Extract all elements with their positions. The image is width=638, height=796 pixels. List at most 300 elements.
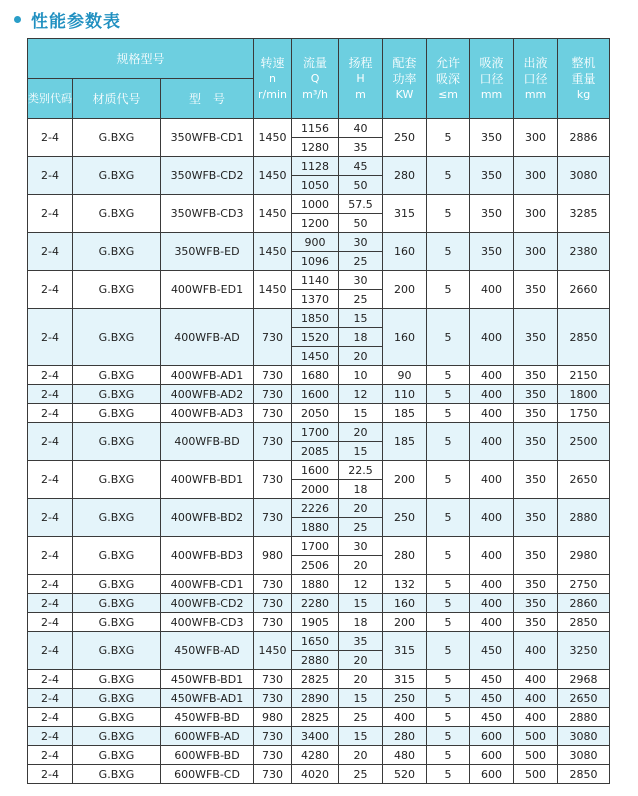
table-body — [28, 119, 610, 784]
table-row — [28, 594, 610, 613]
model-cell: 600WFB-CD — [161, 765, 254, 784]
suction-header: 吸液 口径 mm — [470, 39, 514, 119]
suction-cell: 600 — [470, 765, 514, 784]
weight-cell: 2850 — [558, 613, 610, 632]
weight-cell: 2650 — [558, 689, 610, 708]
flow-header: 流量 Q m³/h — [292, 39, 339, 119]
speed-cell: 730 — [254, 461, 292, 499]
flow-cell: 4280 — [292, 746, 339, 765]
flow-cell: 1880 — [292, 518, 339, 537]
bullet-dot-icon — [14, 16, 21, 23]
weight-cell: 3080 — [558, 157, 610, 195]
power-cell: 185 — [383, 423, 427, 461]
flow-cell: 2825 — [292, 670, 339, 689]
weight-cell: 2850 — [558, 765, 610, 784]
table-row — [28, 119, 610, 138]
suction-cell: 400 — [470, 309, 514, 366]
weight-cell: 1800 — [558, 385, 610, 404]
head-cell: 18 — [339, 328, 383, 347]
suction-cell: 400 — [470, 499, 514, 537]
model-cell: 400WFB-AD1 — [161, 366, 254, 385]
flow-cell: 2000 — [292, 480, 339, 499]
weight-cell: 3285 — [558, 195, 610, 233]
power-cell: 185 — [383, 404, 427, 423]
model-cell: 350WFB-CD2 — [161, 157, 254, 195]
material-code-cell: G.BXG — [73, 594, 161, 613]
table-row — [28, 271, 610, 290]
flow-cell: 1700 — [292, 423, 339, 442]
head-cell: 12 — [339, 575, 383, 594]
weight-cell: 2886 — [558, 119, 610, 157]
flow-cell: 1370 — [292, 290, 339, 309]
discharge-cell: 500 — [514, 746, 558, 765]
model-cell: 600WFB-AD — [161, 727, 254, 746]
material-code-cell: G.BXG — [73, 423, 161, 461]
flow-cell: 1450 — [292, 347, 339, 366]
speed-cell: 730 — [254, 575, 292, 594]
suction-cell: 350 — [470, 195, 514, 233]
head-cell: 35 — [339, 138, 383, 157]
category-code-cell: 2-4 — [28, 708, 73, 727]
category-code-cell: 2-4 — [28, 366, 73, 385]
submergence-cell: 5 — [427, 708, 470, 727]
head-cell: 22.5 — [339, 461, 383, 480]
material-code-cell: G.BXG — [73, 461, 161, 499]
table-row — [28, 385, 610, 404]
power-cell: 520 — [383, 765, 427, 784]
table-row — [28, 309, 610, 328]
submergence-cell: 5 — [427, 689, 470, 708]
flow-cell: 1600 — [292, 385, 339, 404]
model-cell: 400WFB-AD2 — [161, 385, 254, 404]
head-cell: 25 — [339, 765, 383, 784]
submergence-cell: 5 — [427, 632, 470, 670]
head-cell: 15 — [339, 442, 383, 461]
head-cell: 50 — [339, 214, 383, 233]
model-cell: 400WFB-CD3 — [161, 613, 254, 632]
submergence-cell: 5 — [427, 499, 470, 537]
material-code-cell: G.BXG — [73, 670, 161, 689]
category-code-cell: 2-4 — [28, 765, 73, 784]
weight-cell: 2968 — [558, 670, 610, 689]
head-header: 扬程 H m — [339, 39, 383, 119]
suction-cell: 400 — [470, 385, 514, 404]
suction-cell: 400 — [470, 404, 514, 423]
suction-cell: 400 — [470, 461, 514, 499]
suction-cell: 400 — [470, 594, 514, 613]
material-code-cell: G.BXG — [73, 309, 161, 366]
speed-cell: 1450 — [254, 195, 292, 233]
table-row — [28, 499, 610, 518]
material-code-cell: G.BXG — [73, 746, 161, 765]
model-cell: 350WFB-CD3 — [161, 195, 254, 233]
head-cell: 12 — [339, 385, 383, 404]
table-row — [28, 537, 610, 556]
model-cell: 400WFB-CD2 — [161, 594, 254, 613]
discharge-cell: 300 — [514, 233, 558, 271]
category-code-cell: 2-4 — [28, 537, 73, 575]
speed-cell: 730 — [254, 309, 292, 366]
model-cell: 450WFB-BD1 — [161, 670, 254, 689]
table-row — [28, 575, 610, 594]
suction-cell: 450 — [470, 670, 514, 689]
flow-cell: 1000 — [292, 195, 339, 214]
head-cell: 20 — [339, 499, 383, 518]
submergence-cell: 5 — [427, 594, 470, 613]
speed-cell: 730 — [254, 689, 292, 708]
flow-cell: 2825 — [292, 708, 339, 727]
head-cell: 15 — [339, 404, 383, 423]
flow-cell: 4020 — [292, 765, 339, 784]
submergence-cell: 5 — [427, 385, 470, 404]
speed-cell: 730 — [254, 727, 292, 746]
category-code-cell: 2-4 — [28, 632, 73, 670]
submergence-cell: 5 — [427, 366, 470, 385]
power-cell: 90 — [383, 366, 427, 385]
category-code-cell: 2-4 — [28, 461, 73, 499]
category-code-cell: 2-4 — [28, 157, 73, 195]
table-row — [28, 727, 610, 746]
flow-cell: 1156 — [292, 119, 339, 138]
suction-cell: 400 — [470, 423, 514, 461]
discharge-cell: 400 — [514, 708, 558, 727]
material-code-cell: G.BXG — [73, 689, 161, 708]
table-row — [28, 689, 610, 708]
model-cell: 400WFB-BD1 — [161, 461, 254, 499]
head-cell: 57.5 — [339, 195, 383, 214]
head-cell: 20 — [339, 347, 383, 366]
power-cell: 200 — [383, 461, 427, 499]
power-cell: 250 — [383, 689, 427, 708]
material-code-cell: G.BXG — [73, 233, 161, 271]
table-row — [28, 423, 610, 442]
suction-cell: 350 — [470, 119, 514, 157]
flow-cell: 2226 — [292, 499, 339, 518]
power-cell: 200 — [383, 271, 427, 309]
category-code-cell: 2-4 — [28, 385, 73, 404]
material-code-cell: G.BXG — [73, 499, 161, 537]
weight-cell: 2980 — [558, 537, 610, 575]
suction-cell: 450 — [470, 689, 514, 708]
suction-cell: 600 — [470, 746, 514, 765]
power-cell: 315 — [383, 195, 427, 233]
category-code-cell: 2-4 — [28, 309, 73, 366]
power-cell: 315 — [383, 632, 427, 670]
discharge-cell: 400 — [514, 689, 558, 708]
discharge-cell: 350 — [514, 423, 558, 461]
discharge-cell: 350 — [514, 385, 558, 404]
flow-cell: 3400 — [292, 727, 339, 746]
submergence-header: 允许 吸深 ≤m — [427, 39, 470, 119]
power-cell: 132 — [383, 575, 427, 594]
weight-cell: 2500 — [558, 423, 610, 461]
model-cell: 400WFB-CD1 — [161, 575, 254, 594]
power-header: 配套 功率 KW — [383, 39, 427, 119]
weight-cell: 2750 — [558, 575, 610, 594]
power-cell: 160 — [383, 233, 427, 271]
suction-cell: 400 — [470, 537, 514, 575]
category-code-cell: 2-4 — [28, 594, 73, 613]
suction-cell: 400 — [470, 575, 514, 594]
discharge-cell: 350 — [514, 271, 558, 309]
submergence-cell: 5 — [427, 271, 470, 309]
head-cell: 50 — [339, 176, 383, 195]
weight-cell: 2660 — [558, 271, 610, 309]
speed-cell: 1450 — [254, 157, 292, 195]
head-cell: 20 — [339, 746, 383, 765]
power-cell: 110 — [383, 385, 427, 404]
suction-cell: 350 — [470, 233, 514, 271]
weight-cell: 2850 — [558, 309, 610, 366]
material-code-cell: G.BXG — [73, 727, 161, 746]
table-row — [28, 233, 610, 252]
flow-cell: 1700 — [292, 537, 339, 556]
submergence-cell: 5 — [427, 157, 470, 195]
submergence-cell: 5 — [427, 461, 470, 499]
submergence-cell: 5 — [427, 309, 470, 366]
speed-cell: 730 — [254, 613, 292, 632]
suction-cell: 600 — [470, 727, 514, 746]
material-code-cell: G.BXG — [73, 404, 161, 423]
power-cell: 280 — [383, 537, 427, 575]
power-cell: 160 — [383, 309, 427, 366]
discharge-cell: 350 — [514, 461, 558, 499]
speed-cell: 730 — [254, 670, 292, 689]
discharge-cell: 350 — [514, 366, 558, 385]
table-header — [28, 39, 610, 119]
category-code-cell: 2-4 — [28, 746, 73, 765]
speed-cell: 730 — [254, 423, 292, 461]
discharge-cell: 300 — [514, 119, 558, 157]
submergence-cell: 5 — [427, 727, 470, 746]
discharge-header: 出液 口径 mm — [514, 39, 558, 119]
flow-cell: 2085 — [292, 442, 339, 461]
category-code-cell: 2-4 — [28, 499, 73, 537]
table-row — [28, 195, 610, 214]
speed-cell: 1450 — [254, 632, 292, 670]
flow-cell: 1880 — [292, 575, 339, 594]
model-cell: 350WFB-ED — [161, 233, 254, 271]
material-code-cell: G.BXG — [73, 765, 161, 784]
model-cell: 400WFB-ED1 — [161, 271, 254, 309]
suction-cell: 450 — [470, 632, 514, 670]
material-code-cell: G.BXG — [73, 575, 161, 594]
category-code-cell: 2-4 — [28, 727, 73, 746]
head-cell: 15 — [339, 594, 383, 613]
power-cell: 280 — [383, 157, 427, 195]
model-cell: 450WFB-AD — [161, 632, 254, 670]
head-cell: 18 — [339, 613, 383, 632]
discharge-cell: 500 — [514, 727, 558, 746]
head-cell: 15 — [339, 309, 383, 328]
speed-cell: 1450 — [254, 233, 292, 271]
weight-header: 整机 重量 kg — [558, 39, 610, 119]
discharge-cell: 500 — [514, 765, 558, 784]
discharge-cell: 350 — [514, 575, 558, 594]
power-cell: 250 — [383, 499, 427, 537]
table-row — [28, 765, 610, 784]
submergence-cell: 5 — [427, 613, 470, 632]
head-cell: 35 — [339, 632, 383, 651]
discharge-cell: 350 — [514, 404, 558, 423]
speed-header: 转速 n r/min — [254, 39, 292, 119]
material-code-cell: G.BXG — [73, 157, 161, 195]
flow-cell: 2890 — [292, 689, 339, 708]
discharge-cell: 300 — [514, 157, 558, 195]
submergence-cell: 5 — [427, 670, 470, 689]
speed-cell: 730 — [254, 499, 292, 537]
flow-cell: 2880 — [292, 651, 339, 670]
discharge-cell: 350 — [514, 309, 558, 366]
submergence-cell: 5 — [427, 537, 470, 575]
category-code-header: 类别代码 — [28, 79, 73, 119]
material-code-cell: G.BXG — [73, 366, 161, 385]
head-cell: 40 — [339, 119, 383, 138]
power-cell: 200 — [383, 613, 427, 632]
material-code-cell: G.BXG — [73, 195, 161, 233]
weight-cell: 3080 — [558, 746, 610, 765]
table-row — [28, 746, 610, 765]
category-code-cell: 2-4 — [28, 233, 73, 271]
weight-cell: 2880 — [558, 499, 610, 537]
submergence-cell: 5 — [427, 575, 470, 594]
head-cell: 15 — [339, 689, 383, 708]
category-code-cell: 2-4 — [28, 195, 73, 233]
material-code-cell: G.BXG — [73, 271, 161, 309]
material-code-cell: G.BXG — [73, 613, 161, 632]
flow-cell: 900 — [292, 233, 339, 252]
discharge-cell: 400 — [514, 670, 558, 689]
head-cell: 20 — [339, 651, 383, 670]
speed-cell: 1450 — [254, 119, 292, 157]
discharge-cell: 350 — [514, 594, 558, 613]
speed-cell: 730 — [254, 765, 292, 784]
flow-cell: 1905 — [292, 613, 339, 632]
category-code-cell: 2-4 — [28, 271, 73, 309]
discharge-cell: 350 — [514, 499, 558, 537]
material-code-cell: G.BXG — [73, 385, 161, 404]
submergence-cell: 5 — [427, 423, 470, 461]
head-cell: 18 — [339, 480, 383, 499]
discharge-cell: 400 — [514, 632, 558, 670]
table-row — [28, 632, 610, 651]
table-row — [28, 613, 610, 632]
head-cell: 45 — [339, 157, 383, 176]
head-cell: 25 — [339, 518, 383, 537]
speed-cell: 730 — [254, 746, 292, 765]
flow-cell: 1050 — [292, 176, 339, 195]
power-cell: 480 — [383, 746, 427, 765]
head-cell: 10 — [339, 366, 383, 385]
weight-cell: 3250 — [558, 632, 610, 670]
model-cell: 400WFB-BD — [161, 423, 254, 461]
table-row — [28, 366, 610, 385]
discharge-cell: 350 — [514, 613, 558, 632]
title-bar — [14, 6, 121, 32]
material-code-cell: G.BXG — [73, 119, 161, 157]
model-cell: 350WFB-CD1 — [161, 119, 254, 157]
suction-cell: 350 — [470, 157, 514, 195]
flow-cell: 1650 — [292, 632, 339, 651]
flow-cell: 2506 — [292, 556, 339, 575]
material-code-cell: G.BXG — [73, 537, 161, 575]
submergence-cell: 5 — [427, 119, 470, 157]
head-cell: 25 — [339, 252, 383, 271]
weight-cell: 1750 — [558, 404, 610, 423]
discharge-cell: 350 — [514, 537, 558, 575]
category-code-cell: 2-4 — [28, 575, 73, 594]
submergence-cell: 5 — [427, 233, 470, 271]
submergence-cell: 5 — [427, 404, 470, 423]
material-code-cell: G.BXG — [73, 708, 161, 727]
power-cell: 315 — [383, 670, 427, 689]
model-cell: 450WFB-BD — [161, 708, 254, 727]
discharge-cell: 300 — [514, 195, 558, 233]
flow-cell: 1096 — [292, 252, 339, 271]
model-header: 型 号 — [161, 79, 254, 119]
weight-cell: 2380 — [558, 233, 610, 271]
submergence-cell: 5 — [427, 765, 470, 784]
table-row — [28, 157, 610, 176]
weight-cell: 2150 — [558, 366, 610, 385]
flow-cell: 2280 — [292, 594, 339, 613]
submergence-cell: 5 — [427, 195, 470, 233]
speed-cell: 730 — [254, 385, 292, 404]
weight-cell: 2860 — [558, 594, 610, 613]
suction-cell: 400 — [470, 271, 514, 309]
category-code-cell: 2-4 — [28, 670, 73, 689]
flow-cell: 1850 — [292, 309, 339, 328]
table-row — [28, 670, 610, 689]
suction-cell: 400 — [470, 366, 514, 385]
flow-cell: 1680 — [292, 366, 339, 385]
flow-cell: 1520 — [292, 328, 339, 347]
head-cell: 20 — [339, 670, 383, 689]
table-row — [28, 461, 610, 480]
model-cell: 400WFB-AD — [161, 309, 254, 366]
table-row — [28, 708, 610, 727]
weight-cell: 2880 — [558, 708, 610, 727]
speed-cell: 730 — [254, 366, 292, 385]
speed-cell: 980 — [254, 537, 292, 575]
head-cell: 25 — [339, 290, 383, 309]
suction-cell: 450 — [470, 708, 514, 727]
power-cell: 160 — [383, 594, 427, 613]
head-cell: 20 — [339, 556, 383, 575]
flow-cell: 1200 — [292, 214, 339, 233]
model-cell: 600WFB-BD — [161, 746, 254, 765]
flow-cell: 1600 — [292, 461, 339, 480]
category-code-cell: 2-4 — [28, 689, 73, 708]
model-cell: 400WFB-BD3 — [161, 537, 254, 575]
speed-cell: 730 — [254, 404, 292, 423]
speed-cell: 730 — [254, 594, 292, 613]
flow-cell: 1140 — [292, 271, 339, 290]
category-code-cell: 2-4 — [28, 613, 73, 632]
model-cell: 400WFB-AD3 — [161, 404, 254, 423]
page-title: 性能参数表 — [31, 11, 121, 32]
head-cell: 30 — [339, 271, 383, 290]
category-code-cell: 2-4 — [28, 423, 73, 461]
category-code-cell: 2-4 — [28, 119, 73, 157]
performance-table — [27, 38, 610, 784]
model-cell: 400WFB-BD2 — [161, 499, 254, 537]
head-cell: 15 — [339, 727, 383, 746]
weight-cell: 3080 — [558, 727, 610, 746]
head-cell: 30 — [339, 233, 383, 252]
suction-cell: 400 — [470, 613, 514, 632]
head-cell: 20 — [339, 423, 383, 442]
